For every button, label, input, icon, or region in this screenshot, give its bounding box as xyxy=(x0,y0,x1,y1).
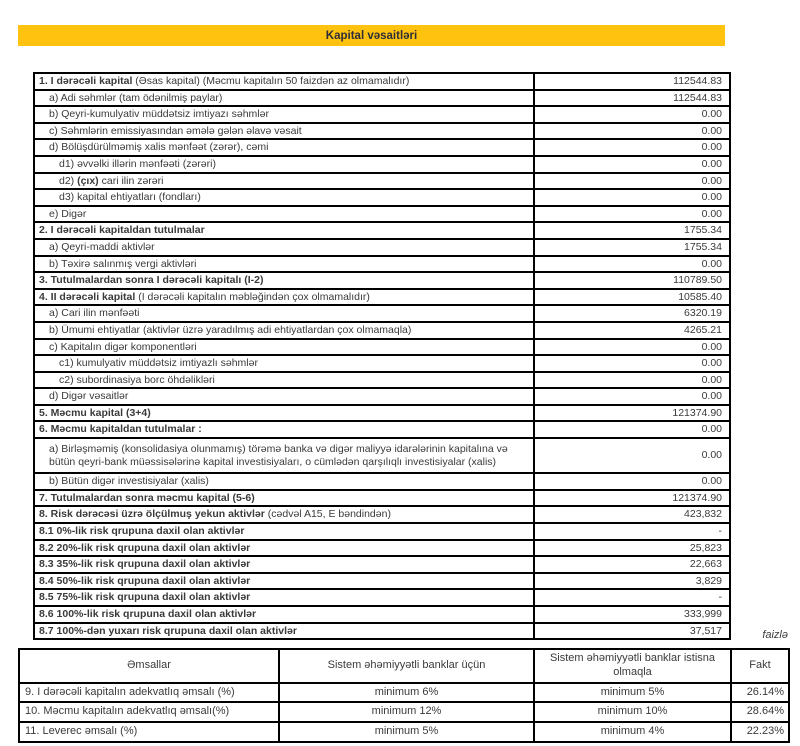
row-value: 333,999 xyxy=(534,606,730,623)
row-value: 121374.90 xyxy=(534,490,730,507)
capital-table-row xyxy=(34,322,730,339)
row-label: 8.6 100%-lik risk qrupuna daxil olan aktivlər xyxy=(34,606,534,623)
row-label: a) Qeyri-maddi aktivlər xyxy=(34,239,534,256)
row-label: 8.3 35%-lik risk qrupuna daxil olan aktivlər xyxy=(34,556,534,573)
row-label: 5. Məcmu kapital (3+4) xyxy=(34,405,534,422)
capital-table-row xyxy=(34,372,730,389)
ratios-header-fakt: Fakt xyxy=(731,649,789,683)
row-value: 0.00 xyxy=(534,189,730,206)
row-label: d1) əvvəlki illərin mənfəəti (zərəri) xyxy=(34,156,534,173)
ratios-table-body xyxy=(19,683,789,742)
ratio-fact-value: 28.64% xyxy=(731,702,789,722)
capital-table-row xyxy=(34,90,730,107)
capital-table-row xyxy=(34,438,730,473)
capital-table-row xyxy=(34,388,730,405)
capital-funds-table-body xyxy=(34,73,730,639)
row-value: 22,663 xyxy=(534,556,730,573)
capital-table-row xyxy=(34,540,730,557)
capital-table-row xyxy=(34,106,730,123)
ratio-table-row xyxy=(19,683,789,703)
row-label: 8.1 0%-lik risk qrupuna daxil olan aktivlər xyxy=(34,523,534,540)
row-value: 0.00 xyxy=(534,256,730,273)
ratios-header-non-systemic: Sistem əhəmiyyətli banklar istisna olmaqla xyxy=(534,649,731,683)
capital-table-row xyxy=(34,139,730,156)
capital-table-row xyxy=(34,73,730,90)
row-label: b) Bütün digər investisiyalar (xalis) xyxy=(34,473,534,490)
row-label: 1. I dərəcəli kapital (Əsas kapital) (Məcmu kapitalın 50 faizdən az olmamalıdır) xyxy=(34,73,534,90)
row-label: d2) (çıx) cari ilin zərəri xyxy=(34,173,534,190)
row-label: 4. II dərəcəli kapital (I dərəcəli kapitalın məbləğindən çox olmamalıdır) xyxy=(34,289,534,306)
row-value: 0.00 xyxy=(534,139,730,156)
capital-table-row xyxy=(34,239,730,256)
capital-table-row xyxy=(34,421,730,438)
capital-table-row xyxy=(34,355,730,372)
row-value: 4265.21 xyxy=(534,322,730,339)
capital-table-row xyxy=(34,606,730,623)
ratios-header-emsallar: Əmsallar xyxy=(19,649,279,683)
row-label: 8.5 75%-lik risk qrupuna daxil olan aktivlər xyxy=(34,589,534,606)
row-value: 0.00 xyxy=(534,438,730,473)
capital-table-row xyxy=(34,339,730,356)
row-label: d3) kapital ehtiyatları (fondları) xyxy=(34,189,534,206)
row-label: 8.4 50%-lik risk qrupuna daxil olan aktivlər xyxy=(34,573,534,590)
capital-table-row xyxy=(34,490,730,507)
row-value: 0.00 xyxy=(534,339,730,356)
capital-table-row xyxy=(34,523,730,540)
ratios-header-systemic: Sistem əhəmiyyətli banklar üçün xyxy=(279,649,534,683)
capital-table-row xyxy=(34,206,730,223)
page-title: Kapital vəsaitləri xyxy=(325,29,418,42)
row-value: 10585.40 xyxy=(534,289,730,306)
row-value: 0.00 xyxy=(534,473,730,490)
ratios-header-row xyxy=(19,649,789,683)
row-label: c1) kumulyativ müddətsiz imtiyazlı səhmlər xyxy=(34,355,534,372)
capital-table-row xyxy=(34,473,730,490)
row-value: 0.00 xyxy=(534,206,730,223)
row-value: - xyxy=(534,523,730,540)
row-value: 112544.83 xyxy=(534,90,730,107)
row-value: 0.00 xyxy=(534,372,730,389)
capital-funds-table xyxy=(33,72,731,640)
capital-table-row xyxy=(34,123,730,140)
capital-table-row xyxy=(34,405,730,422)
ratio-fact-value: 22.23% xyxy=(731,722,789,742)
ratio-minimum-value: minimum 4% xyxy=(534,722,731,742)
row-value: 423,832 xyxy=(534,506,730,523)
row-value: 112544.83 xyxy=(534,73,730,90)
row-value: - xyxy=(534,589,730,606)
row-label: b) Ümumi ehtiyatlar (aktivlər üzrə yaradılmış adi ehtiyatlardan çox olmamaqla) xyxy=(34,322,534,339)
ratio-fact-value: 26.14% xyxy=(731,683,789,703)
row-value: 6320.19 xyxy=(534,305,730,322)
capital-table-row xyxy=(34,589,730,606)
ratio-minimum-value: minimum 5% xyxy=(279,722,534,742)
capital-table-row xyxy=(34,256,730,273)
row-label: a) Cari ilin mənfəəti xyxy=(34,305,534,322)
capital-table-row xyxy=(34,305,730,322)
capital-table-row xyxy=(34,222,730,239)
row-value: 0.00 xyxy=(534,388,730,405)
row-value: 3,829 xyxy=(534,573,730,590)
row-label: d) Bölüşdürülməmiş xalis mənfəət (zərər), cəmi xyxy=(34,139,534,156)
row-value: 0.00 xyxy=(534,355,730,372)
capital-table-row xyxy=(34,189,730,206)
title-banner xyxy=(18,25,725,46)
ratio-label: 9. I dərəcəli kapitalın adekvatlıq əmsalı (%) xyxy=(19,683,279,703)
ratio-label: 11. Leverec əmsalı (%) xyxy=(19,722,279,742)
row-value: 121374.90 xyxy=(534,405,730,422)
ratio-label: 10. Məcmu kapitalın adekvatlıq əmsalı(%) xyxy=(19,702,279,722)
row-label: 8.7 100%-dən yuxarı risk qrupuna daxil olan aktivlər xyxy=(34,623,534,640)
row-value: 1755.34 xyxy=(534,239,730,256)
row-value: 1755.34 xyxy=(534,222,730,239)
row-label: a) Birləşməmiş (konsolidasiya olunmamış) törəmə banka və digər maliyyə idarələrinin kapitalına və bütün qeyri-bank müəssisələrinə kapital investisiyaları, o cümlədən qarşılıqlı investisiyalar (xalis) xyxy=(34,438,534,473)
capital-table-row xyxy=(34,289,730,306)
adequacy-ratios-table xyxy=(18,648,790,743)
row-label: 8.2 20%-lik risk qrupuna daxil olan aktivlər xyxy=(34,540,534,557)
ratio-table-row xyxy=(19,722,789,742)
row-label: c2) subordinasiya borc öhdəlikləri xyxy=(34,372,534,389)
ratio-minimum-value: minimum 6% xyxy=(279,683,534,703)
row-label: c) Səhmlərin emissiyasından əmələ gələn əlavə vəsait xyxy=(34,123,534,140)
capital-table-row xyxy=(34,556,730,573)
row-label: 8. Risk dərəcəsi üzrə ölçülmuş yekun aktivlər (cədvəl A15, E bəndindən) xyxy=(34,506,534,523)
row-label: 7. Tutulmalardan sonra məcmu kapital (5-6) xyxy=(34,490,534,507)
row-value: 0.00 xyxy=(534,421,730,438)
capital-table-row xyxy=(34,173,730,190)
capital-table-row xyxy=(34,156,730,173)
row-label: d) Digər vəsaitlər xyxy=(34,388,534,405)
row-value: 0.00 xyxy=(534,106,730,123)
row-value: 37,517 xyxy=(534,623,730,640)
row-value: 0.00 xyxy=(534,173,730,190)
row-label: 6. Məcmu kapitaldan tutulmalar : xyxy=(34,421,534,438)
capital-table-row xyxy=(34,506,730,523)
row-label: 3. Tutulmalardan sonra I dərəcəli kapitalı (I-2) xyxy=(34,272,534,289)
row-value: 0.00 xyxy=(534,123,730,140)
row-label: b) Qeyri-kumulyativ müddətsiz imtiyazı səhmlər xyxy=(34,106,534,123)
capital-table-row xyxy=(34,272,730,289)
row-value: 0.00 xyxy=(534,156,730,173)
row-value: 25,823 xyxy=(534,540,730,557)
ratio-table-row xyxy=(19,702,789,722)
row-label: c) Kapitalın digər komponentləri xyxy=(34,339,534,356)
row-label: a) Adi səhmlər (tam ödənilmiş paylar) xyxy=(34,90,534,107)
ratio-minimum-value: minimum 12% xyxy=(279,702,534,722)
ratio-minimum-value: minimum 10% xyxy=(534,702,731,722)
row-label: b) Təxirə salınmış vergi aktivləri xyxy=(34,256,534,273)
percent-note: faizlə xyxy=(762,629,788,641)
ratio-minimum-value: minimum 5% xyxy=(534,683,731,703)
capital-table-row xyxy=(34,573,730,590)
row-label: e) Digər xyxy=(34,206,534,223)
row-label: 2. I dərəcəli kapitaldan tutulmalar xyxy=(34,222,534,239)
row-value: 110789.50 xyxy=(534,272,730,289)
